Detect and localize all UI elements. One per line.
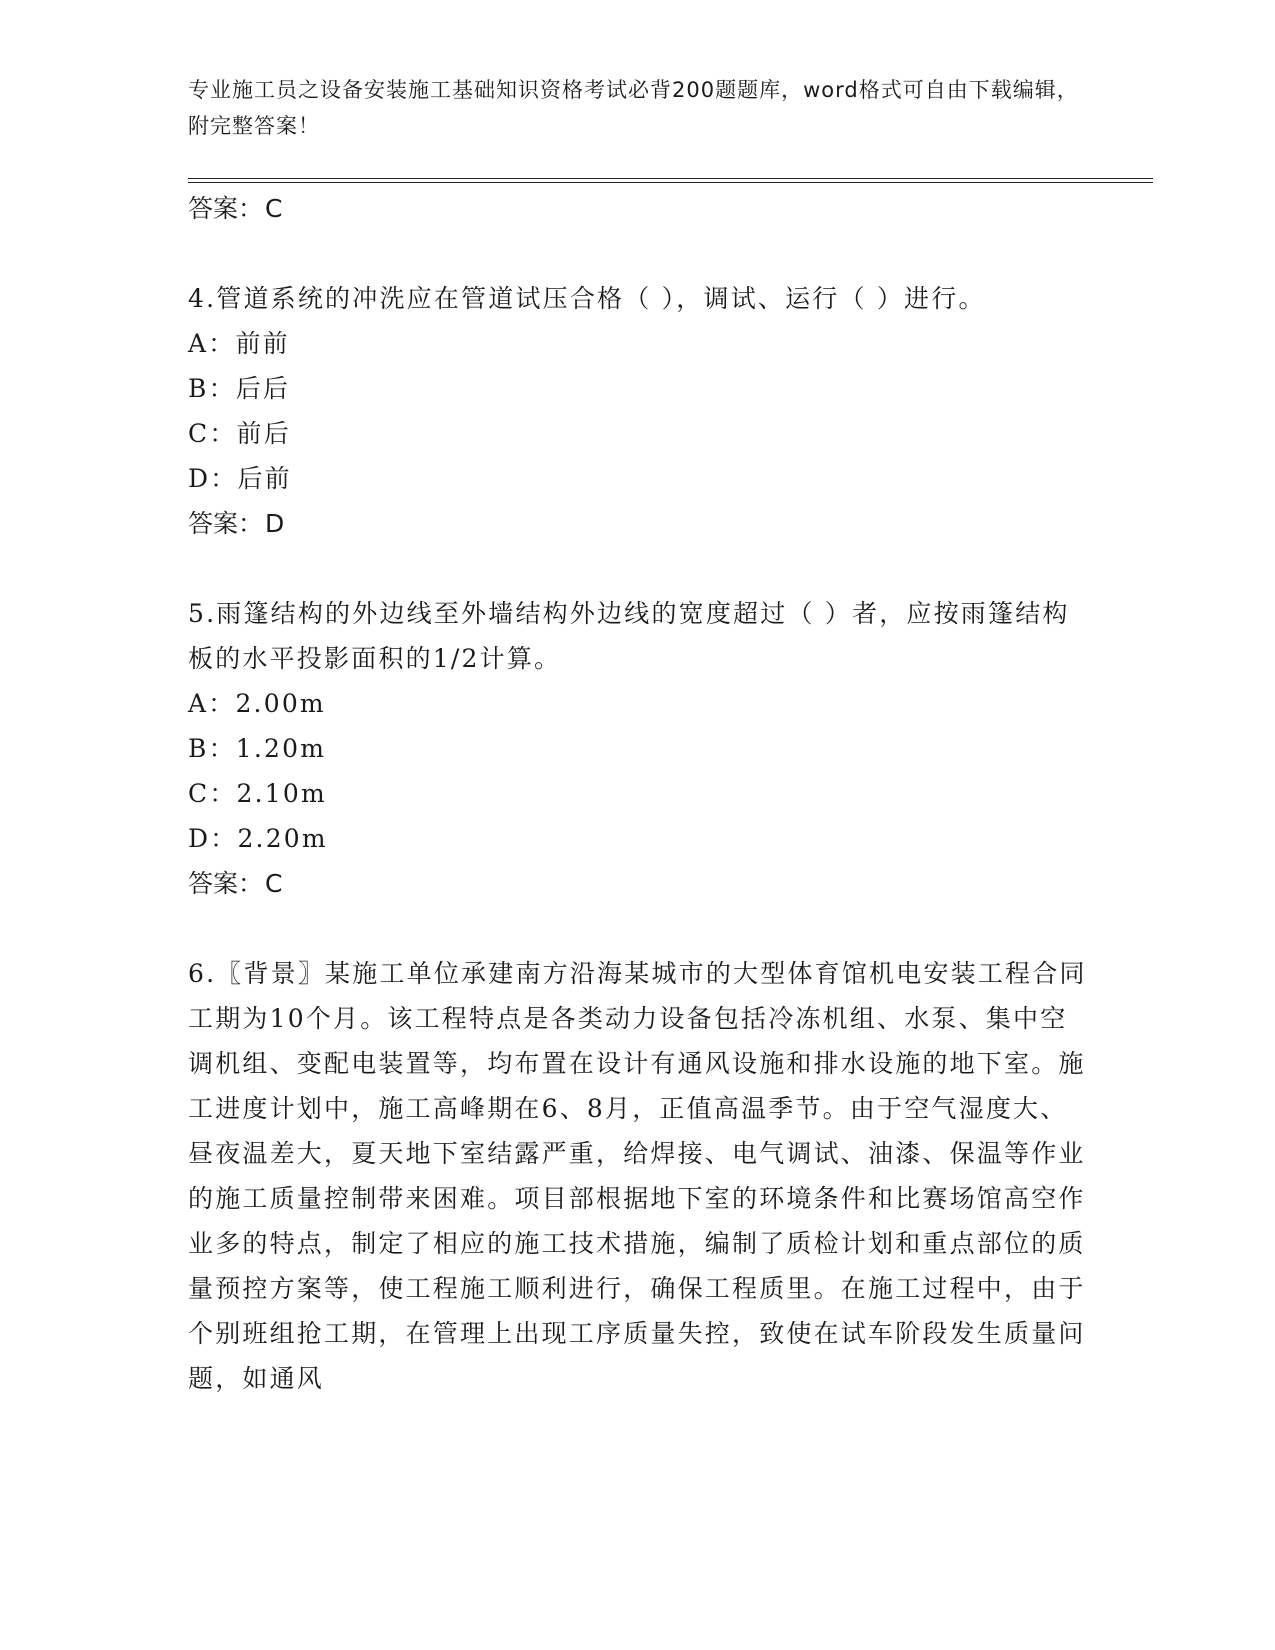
option-d: D：后前 (188, 464, 292, 493)
page-header (188, 72, 1088, 144)
question-stem: 5.雨篷结构的外边线至外墙结构外边线的宽度超过（ ）者，应按雨篷结构板的水平投影面积的1/2计算。 (188, 599, 1070, 673)
answer-line (188, 186, 1088, 231)
spacer (188, 231, 1088, 276)
option-b: B：1.20m (188, 734, 327, 763)
option-c: C：2.10m (188, 779, 327, 808)
question-block (188, 951, 1088, 1401)
option-c: C：前后 (188, 419, 291, 448)
answer-value: D (265, 509, 285, 538)
question-stem: 6.〖背景〗某施工单位承建南方沿海某城市的大型体育馆机电安装工程合同工期为10个月。该工程特点是各类动力设备包括冷冻机组、水泵、集中空调机组、变配电装置等，均布置在设计有通风设施和排水设施的地下室。施工进度计划中，施工高峰期在6、8月，正值高温季节。由于空气湿度大、昼夜温差大，夏天地下室结露严重，给焊接、电气调试、油漆、保温等作业的施工质量控制带来困难。项目部根据地下室的环境条件和比赛场馆高空作业多的特点，制定了相应的施工技术措施，编制了质检计划和重点部位的质量预控方案等，使工程施工顺利进行，确保工程质里。在施工过程中，由于个别班组抢工期，在管理上出现工序质量失控，致使在试车阶段发生质量问题，如通风 (188, 959, 1087, 1393)
spacer (188, 546, 1088, 591)
answer-label: 答案： (188, 509, 264, 538)
question-block (188, 591, 1088, 906)
answer-label: 答案： (188, 194, 264, 223)
answer-value: C (265, 869, 283, 898)
option-a: A：前前 (188, 329, 290, 358)
spacer (188, 906, 1088, 951)
answer-value: C (265, 194, 283, 223)
option-d: D：2.20m (188, 824, 328, 853)
question-stem: 4.管道系统的冲洗应在管道试压合格（ ），调试、运行（ ）进行。 (188, 284, 986, 313)
header-title: 专业施工员之设备安装施工基础知识资格考试必背200题题库，word格式可自由下载编辑，附完整答案！ (188, 78, 1079, 138)
option-b: B：后后 (188, 374, 291, 403)
option-a: A：2.00m (188, 689, 326, 718)
answer-line (188, 861, 1088, 906)
question-list (188, 186, 1088, 1401)
header-divider (188, 178, 1153, 183)
question-block (188, 276, 1088, 546)
answer-line (188, 501, 1088, 546)
answer-label: 答案： (188, 869, 264, 898)
